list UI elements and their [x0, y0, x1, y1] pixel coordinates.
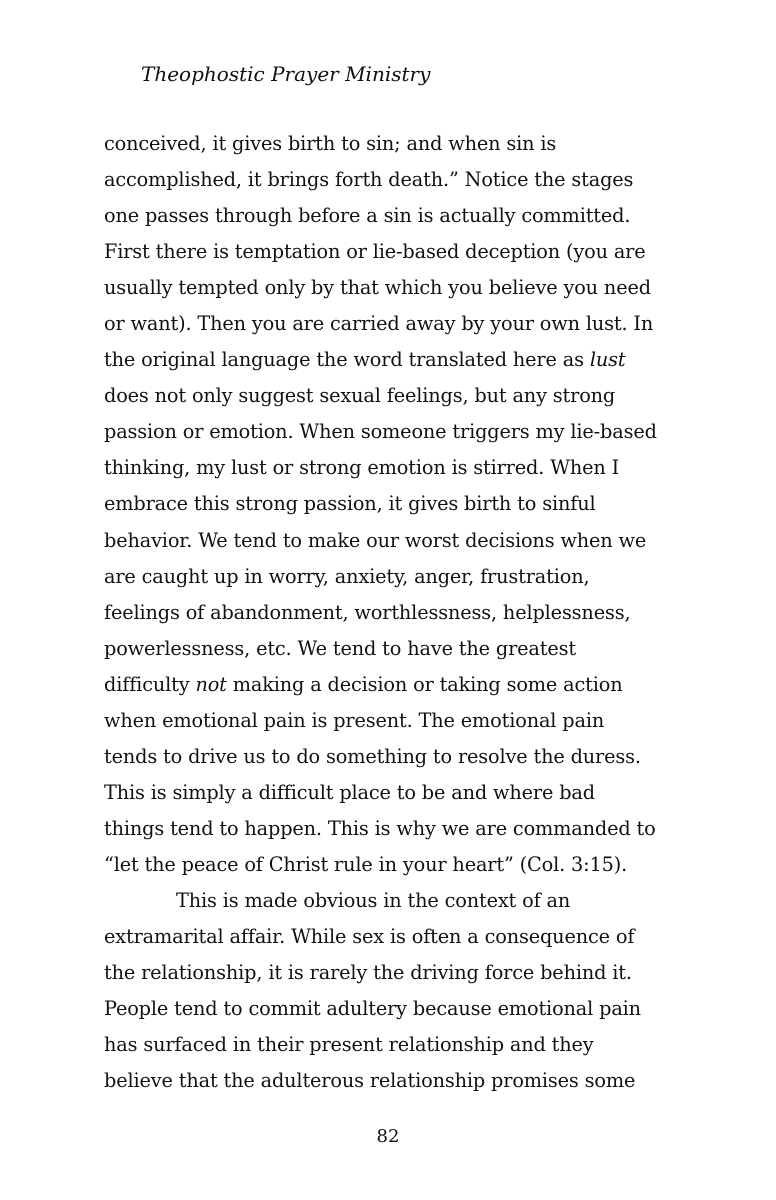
paragraph-first-line: This is made obvious in the context of an — [176, 888, 571, 912]
text-line: are caught up in worry, anxiety, anger, frustration, — [104, 564, 590, 588]
text-line: accomplished, it brings forth death.” Notice the stages — [104, 168, 634, 192]
text-line: believe that the adulterous relationship promises some — [104, 1069, 636, 1093]
emphasis-lust: lust — [589, 348, 626, 372]
text-line: behavior. We tend to make our worst decisions when we — [104, 528, 647, 552]
text-line: when emotional pain is present. The emotional pain — [104, 708, 605, 732]
text-line: tends to drive us to do something to resolve the duress. — [104, 744, 641, 768]
emphasis-not: not — [195, 672, 227, 696]
text-line: This is simply a difficult place to be and where bad — [104, 780, 595, 804]
page-number: 82 — [376, 1126, 400, 1147]
text-line: or want). Then you are carried away by your own lust. In — [104, 312, 654, 336]
text-line: “let the peace of Christ rule in your heart” (Col. 3:15). — [104, 852, 628, 876]
text-line: powerlessness, etc. We tend to have the greatest — [104, 636, 576, 660]
text-line: difficulty not making a decision or taking some action — [104, 672, 623, 696]
text-line: has surfaced in their present relationship and they — [104, 1033, 594, 1057]
text-line: embrace this strong passion, it gives birth to sinful — [104, 492, 596, 516]
body-text — [104, 126, 684, 1099]
text-line: passion or emotion. When someone triggers my lie-based — [104, 420, 657, 444]
text-line: thinking, my lust or strong emotion is stirred. When I — [104, 456, 620, 480]
text-line: does not only suggest sexual feelings, but any strong — [104, 384, 616, 408]
text-line: feelings of abandonment, worthlessness, helplessness, — [104, 600, 631, 624]
text-line: People tend to commit adultery because emotional pain — [104, 997, 641, 1021]
running-header-title: Theophostic Prayer Ministry — [141, 62, 431, 86]
text-line: things tend to happen. This is why we are commanded to — [104, 816, 656, 840]
text-line: conceived, it gives birth to sin; and when sin is — [104, 132, 557, 155]
text-line: extramarital affair. While sex is often a consequence of — [104, 925, 635, 949]
text-line: First there is temptation or lie-based deception (you are — [104, 240, 646, 264]
text-line: the original language the word translated here as lust — [104, 348, 626, 372]
text-line: the relationship, it is rarely the driving force behind it. — [104, 961, 632, 985]
text-line: one passes through before a sin is actually committed. — [104, 204, 631, 228]
text-line: usually tempted only by that which you believe you need — [104, 276, 651, 300]
